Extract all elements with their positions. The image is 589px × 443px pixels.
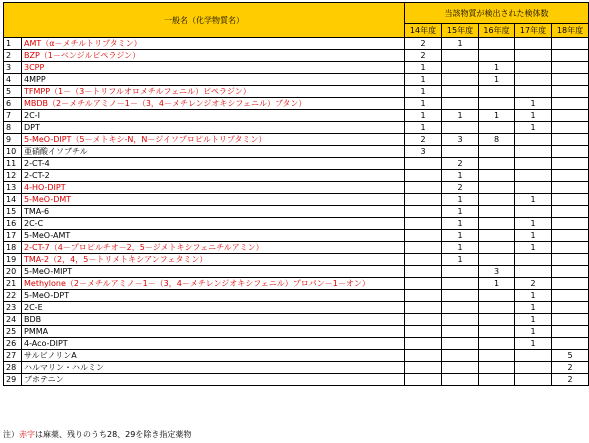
detection-count xyxy=(405,158,442,170)
detection-count xyxy=(515,62,552,74)
detection-count: 2 xyxy=(442,182,479,194)
compound-name: Methylone（2－メチルアミノ－1－（3，4－メチレンジオキシフェニル）プロパン－1－オン） xyxy=(22,278,405,290)
row-number: 28 xyxy=(4,362,22,374)
detection-count xyxy=(479,302,515,314)
detection-count xyxy=(479,350,515,362)
table-row xyxy=(4,122,589,134)
compound-name: 5-MeO-AMT xyxy=(22,230,405,242)
table-body xyxy=(4,38,589,386)
detection-count xyxy=(405,374,442,386)
detection-count: 1 xyxy=(479,110,515,122)
row-number: 25 xyxy=(4,326,22,338)
table-row xyxy=(4,218,589,230)
detection-count xyxy=(442,350,479,362)
detection-count xyxy=(479,50,515,62)
table-row xyxy=(4,158,589,170)
compound-name: ハルマリン・ハルミン xyxy=(22,362,405,374)
detection-count xyxy=(442,302,479,314)
row-number: 4 xyxy=(4,74,22,86)
detection-count: 1 xyxy=(442,38,479,50)
detection-count: 1 xyxy=(442,242,479,254)
detection-count xyxy=(552,326,589,338)
detection-count xyxy=(515,158,552,170)
detection-count xyxy=(405,290,442,302)
detection-count xyxy=(552,254,589,266)
detection-count: 1 xyxy=(515,242,552,254)
detection-count xyxy=(479,290,515,302)
detection-count xyxy=(479,194,515,206)
detection-count xyxy=(515,74,552,86)
row-number: 19 xyxy=(4,254,22,266)
detection-count xyxy=(442,290,479,302)
row-number: 12 xyxy=(4,170,22,182)
detection-count xyxy=(515,182,552,194)
footnote-red-word: 赤字 xyxy=(19,430,35,439)
detection-count xyxy=(515,86,552,98)
detection-count: 5 xyxy=(552,350,589,362)
detection-count xyxy=(479,182,515,194)
table-row xyxy=(4,278,589,290)
row-number: 29 xyxy=(4,374,22,386)
detection-count: 1 xyxy=(442,194,479,206)
detection-count: 2 xyxy=(405,50,442,62)
detection-count xyxy=(515,170,552,182)
detection-count xyxy=(552,38,589,50)
detection-count: 1 xyxy=(442,218,479,230)
row-number: 3 xyxy=(4,62,22,74)
row-number: 2 xyxy=(4,50,22,62)
detection-count xyxy=(552,218,589,230)
detection-count xyxy=(552,230,589,242)
table-row xyxy=(4,98,589,110)
detection-count: 2 xyxy=(552,362,589,374)
compound-name: 5-MeO-DPT xyxy=(22,290,405,302)
compound-name: 2-CT-4 xyxy=(22,158,405,170)
detection-count xyxy=(405,170,442,182)
detection-count: 1 xyxy=(405,110,442,122)
table-row xyxy=(4,350,589,362)
detection-count xyxy=(442,122,479,134)
table-row xyxy=(4,206,589,218)
table-row xyxy=(4,326,589,338)
detection-count xyxy=(405,242,442,254)
compound-name: TMA-6 xyxy=(22,206,405,218)
detection-count xyxy=(515,206,552,218)
detection-count: 1 xyxy=(515,338,552,350)
row-number: 15 xyxy=(4,206,22,218)
detection-count xyxy=(405,230,442,242)
detection-count xyxy=(515,266,552,278)
compound-name: 4-Aco-DIPT xyxy=(22,338,405,350)
detection-count xyxy=(552,194,589,206)
detection-count xyxy=(552,146,589,158)
compound-name: MBDB（2－メチルアミノ－1－（3，4－メチレンジオキシフェニル）ブタン） xyxy=(22,98,405,110)
row-number: 16 xyxy=(4,218,22,230)
detection-count xyxy=(479,122,515,134)
detection-count xyxy=(479,158,515,170)
detection-count: 1 xyxy=(479,278,515,290)
detection-table xyxy=(3,2,589,386)
detection-count xyxy=(552,242,589,254)
compound-name: 5-MeO-MIPT xyxy=(22,266,405,278)
footnote-prefix: 注） xyxy=(3,430,19,439)
detection-count xyxy=(442,50,479,62)
row-number: 11 xyxy=(4,158,22,170)
detection-count xyxy=(552,338,589,350)
detection-count xyxy=(405,302,442,314)
table-row xyxy=(4,74,589,86)
footnote-text: は麻薬、残りのうち28、29を除き指定薬物 xyxy=(35,430,192,439)
detection-count xyxy=(405,314,442,326)
detection-count xyxy=(442,362,479,374)
detection-count xyxy=(442,278,479,290)
row-number: 26 xyxy=(4,338,22,350)
table-row xyxy=(4,170,589,182)
header-row-1 xyxy=(4,3,589,24)
detection-count xyxy=(405,182,442,194)
detection-count xyxy=(515,374,552,386)
table-row xyxy=(4,50,589,62)
detection-count: 1 xyxy=(515,314,552,326)
detection-count xyxy=(479,230,515,242)
detection-count xyxy=(515,50,552,62)
detection-count xyxy=(479,242,515,254)
detection-count: 1 xyxy=(515,122,552,134)
detection-count: 1 xyxy=(405,74,442,86)
detection-count: 3 xyxy=(442,134,479,146)
detection-count xyxy=(405,194,442,206)
row-number: 21 xyxy=(4,278,22,290)
compound-name: 2-CT-7（4－プロピルチオ－2，5－ジメトキシフェニチルアミン） xyxy=(22,242,405,254)
detection-count xyxy=(479,314,515,326)
row-number: 14 xyxy=(4,194,22,206)
detection-count xyxy=(442,374,479,386)
compound-name: 4-HO-DIPT xyxy=(22,182,405,194)
row-number: 1 xyxy=(4,38,22,50)
footnote xyxy=(3,429,191,440)
row-number: 17 xyxy=(4,230,22,242)
compound-name: TMA-2（2，4，5－トリメトキシアンフェタミン） xyxy=(22,254,405,266)
compound-name: ブホテニン xyxy=(22,374,405,386)
detection-count xyxy=(479,218,515,230)
detection-count xyxy=(552,110,589,122)
detection-count xyxy=(442,314,479,326)
detection-count xyxy=(479,206,515,218)
detection-count: 1 xyxy=(442,206,479,218)
detection-count xyxy=(479,374,515,386)
table-row xyxy=(4,110,589,122)
table-row xyxy=(4,302,589,314)
detection-count: 1 xyxy=(442,170,479,182)
detection-count xyxy=(552,158,589,170)
row-number: 18 xyxy=(4,242,22,254)
detection-count: 1 xyxy=(515,326,552,338)
detection-count xyxy=(515,254,552,266)
detection-count: 3 xyxy=(479,266,515,278)
table-row xyxy=(4,338,589,350)
detection-count xyxy=(552,122,589,134)
table-row xyxy=(4,266,589,278)
table-row xyxy=(4,134,589,146)
detection-count xyxy=(442,146,479,158)
detection-count xyxy=(442,326,479,338)
detected-samples-header: 当該物質が検出された検体数 xyxy=(405,3,589,24)
compound-name: 2C-I xyxy=(22,110,405,122)
detection-count: 1 xyxy=(405,98,442,110)
year-header: 17年度 xyxy=(515,24,552,38)
detection-count xyxy=(479,146,515,158)
detection-count xyxy=(442,86,479,98)
table-row xyxy=(4,362,589,374)
detection-count: 1 xyxy=(405,62,442,74)
detection-count: 2 xyxy=(552,374,589,386)
row-number: 5 xyxy=(4,86,22,98)
detection-count: 1 xyxy=(479,74,515,86)
detection-count xyxy=(405,254,442,266)
detection-count xyxy=(442,62,479,74)
detection-count: 2 xyxy=(515,278,552,290)
year-header: 16年度 xyxy=(479,24,515,38)
compound-name: DPT xyxy=(22,122,405,134)
detection-count xyxy=(552,290,589,302)
detection-count xyxy=(515,38,552,50)
row-number: 24 xyxy=(4,314,22,326)
detection-count xyxy=(552,74,589,86)
detection-count xyxy=(479,86,515,98)
table-row xyxy=(4,38,589,50)
detection-count xyxy=(405,362,442,374)
detection-count xyxy=(479,254,515,266)
detection-count xyxy=(442,74,479,86)
table-row xyxy=(4,194,589,206)
detection-count: 2 xyxy=(405,38,442,50)
compound-name: 5-MeO-DMT xyxy=(22,194,405,206)
compound-name: 5-MeO-DIPT（5－メトキシ-N，N－ジイソプロピルトリプタミン） xyxy=(22,134,405,146)
detection-count: 1 xyxy=(442,230,479,242)
detection-count: 2 xyxy=(405,134,442,146)
compound-name: 2C-E xyxy=(22,302,405,314)
table-row xyxy=(4,254,589,266)
detection-count xyxy=(479,338,515,350)
detection-count: 2 xyxy=(442,158,479,170)
detection-count xyxy=(515,362,552,374)
detection-count xyxy=(515,134,552,146)
row-number: 10 xyxy=(4,146,22,158)
row-number: 20 xyxy=(4,266,22,278)
detection-count: 1 xyxy=(515,290,552,302)
detection-count xyxy=(405,266,442,278)
detection-count: 1 xyxy=(515,98,552,110)
compound-name: BZP（1－ベンジルピペラジン） xyxy=(22,50,405,62)
detection-count xyxy=(405,206,442,218)
detection-count xyxy=(552,86,589,98)
detection-count xyxy=(552,50,589,62)
row-number: 23 xyxy=(4,302,22,314)
detection-count xyxy=(479,170,515,182)
detection-count: 1 xyxy=(515,218,552,230)
detection-count xyxy=(515,146,552,158)
detection-count xyxy=(405,326,442,338)
detection-count xyxy=(552,278,589,290)
detection-count xyxy=(552,134,589,146)
detection-count xyxy=(479,98,515,110)
row-number: 7 xyxy=(4,110,22,122)
year-header: 18年度 xyxy=(552,24,589,38)
detection-count xyxy=(405,278,442,290)
compound-name: TFMPP（1－（3－トリフルオロメチルフェニル）ピペラジン） xyxy=(22,86,405,98)
detection-count xyxy=(479,362,515,374)
table-row xyxy=(4,86,589,98)
detection-count: 1 xyxy=(515,230,552,242)
detection-count xyxy=(442,266,479,278)
table-row xyxy=(4,314,589,326)
detection-count xyxy=(479,326,515,338)
detection-count xyxy=(515,350,552,362)
detection-count xyxy=(552,314,589,326)
detection-count: 1 xyxy=(442,110,479,122)
compound-name: PMMA xyxy=(22,326,405,338)
detection-count xyxy=(552,170,589,182)
detection-count: 1 xyxy=(405,86,442,98)
row-number: 9 xyxy=(4,134,22,146)
compound-name: 亜硝酸イソブチル xyxy=(22,146,405,158)
table-row xyxy=(4,374,589,386)
table-row xyxy=(4,62,589,74)
detection-count xyxy=(552,62,589,74)
detection-count: 1 xyxy=(405,122,442,134)
year-header: 15年度 xyxy=(442,24,479,38)
detection-count: 1 xyxy=(479,62,515,74)
detection-count: 1 xyxy=(442,254,479,266)
compound-name: BDB xyxy=(22,314,405,326)
table-row xyxy=(4,230,589,242)
table-row xyxy=(4,242,589,254)
row-number: 6 xyxy=(4,98,22,110)
compound-name: 2-CT-2 xyxy=(22,170,405,182)
row-number: 8 xyxy=(4,122,22,134)
table-row xyxy=(4,182,589,194)
detection-count xyxy=(552,182,589,194)
row-number: 13 xyxy=(4,182,22,194)
compound-name: AMT（α－メチルトリプタミン） xyxy=(22,38,405,50)
detection-count xyxy=(405,218,442,230)
detection-count xyxy=(552,206,589,218)
detection-count xyxy=(552,98,589,110)
detection-count xyxy=(405,350,442,362)
detection-count xyxy=(479,38,515,50)
detection-count xyxy=(442,98,479,110)
detection-count: 1 xyxy=(515,110,552,122)
compound-name: 3CPP xyxy=(22,62,405,74)
detection-count: 3 xyxy=(405,146,442,158)
compound-name: 4MPP xyxy=(22,74,405,86)
compound-name-header: 一般名（化学物質名） xyxy=(4,3,405,38)
detection-count xyxy=(442,338,479,350)
detection-count: 1 xyxy=(515,302,552,314)
detection-count xyxy=(552,266,589,278)
detection-count: 8 xyxy=(479,134,515,146)
compound-name: サルビノリンA xyxy=(22,350,405,362)
compound-name: 2C-C xyxy=(22,218,405,230)
table-row xyxy=(4,290,589,302)
detection-count xyxy=(405,338,442,350)
row-number: 22 xyxy=(4,290,22,302)
detection-count: 1 xyxy=(515,194,552,206)
year-header: 14年度 xyxy=(405,24,442,38)
detection-count xyxy=(552,302,589,314)
table-row xyxy=(4,146,589,158)
row-number: 27 xyxy=(4,350,22,362)
